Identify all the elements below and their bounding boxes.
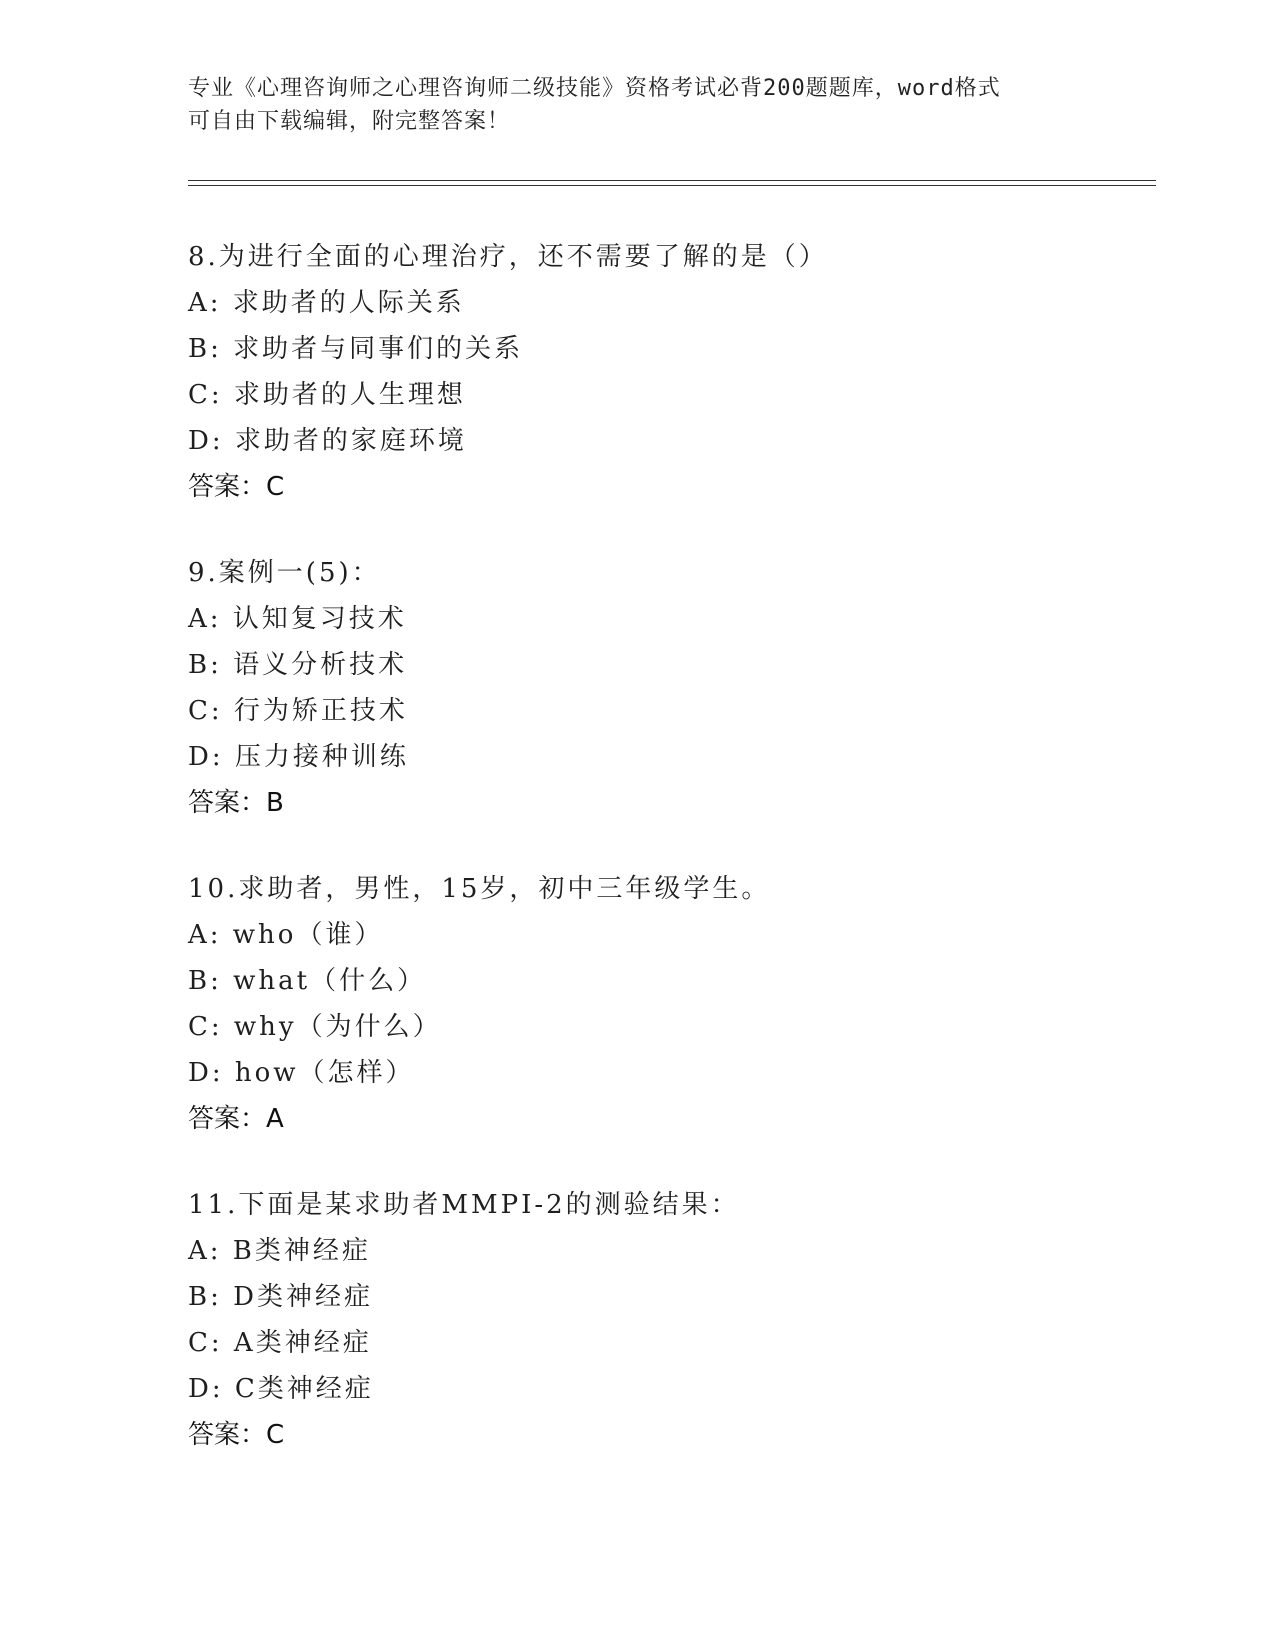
answer-line: 答案：A xyxy=(188,1104,284,1134)
question-stem: 11.下面是某求助者MMPI-2的测验结果： xyxy=(188,1190,740,1220)
option-a: A: who（谁） xyxy=(188,920,384,950)
option-c: C: A类神经症 xyxy=(188,1328,372,1358)
question-list xyxy=(188,234,1148,1498)
option-d: D: how（怎样） xyxy=(188,1058,415,1088)
question-11 xyxy=(188,1182,1148,1458)
document-header xyxy=(188,72,1088,138)
option-d: D: 压力接种训练 xyxy=(188,742,409,772)
answer-line: 答案：B xyxy=(188,788,284,818)
option-b: B: what（什么） xyxy=(188,966,427,996)
question-10 xyxy=(188,866,1148,1142)
header-line-2: 可自由下载编辑，附完整答案！ xyxy=(188,109,511,134)
option-b: B: 语义分析技术 xyxy=(188,650,408,680)
option-c: C: 行为矫正技术 xyxy=(188,696,408,726)
question-8 xyxy=(188,234,1148,510)
answer-line: 答案：C xyxy=(188,1420,285,1450)
question-stem: 8.为进行全面的心理治疗，还不需要了解的是（） xyxy=(188,242,828,272)
header-divider-top xyxy=(188,180,1156,181)
option-a: A: 认知复习技术 xyxy=(188,604,407,634)
header-line-1: 专业《心理咨询师之心理咨询师二级技能》资格考试必背200题题库，word格式 xyxy=(188,76,1001,101)
option-c: C: why（为什么） xyxy=(188,1012,442,1042)
option-a: A: 求助者的人际关系 xyxy=(188,288,465,318)
option-b: B: D类神经症 xyxy=(188,1282,373,1312)
question-9 xyxy=(188,550,1148,826)
option-a: A: B类神经症 xyxy=(188,1236,371,1266)
question-stem: 10.求助者，男性，15岁，初中三年级学生。 xyxy=(188,874,771,904)
option-c: C: 求助者的人生理想 xyxy=(188,380,466,410)
option-b: B: 求助者与同事们的关系 xyxy=(188,334,524,364)
question-stem: 9.案例一(5)： xyxy=(188,558,381,588)
option-d: D: C类神经症 xyxy=(188,1374,374,1404)
option-d: D: 求助者的家庭环境 xyxy=(188,426,467,456)
answer-line: 答案：C xyxy=(188,472,285,502)
header-divider-bottom xyxy=(188,185,1156,186)
